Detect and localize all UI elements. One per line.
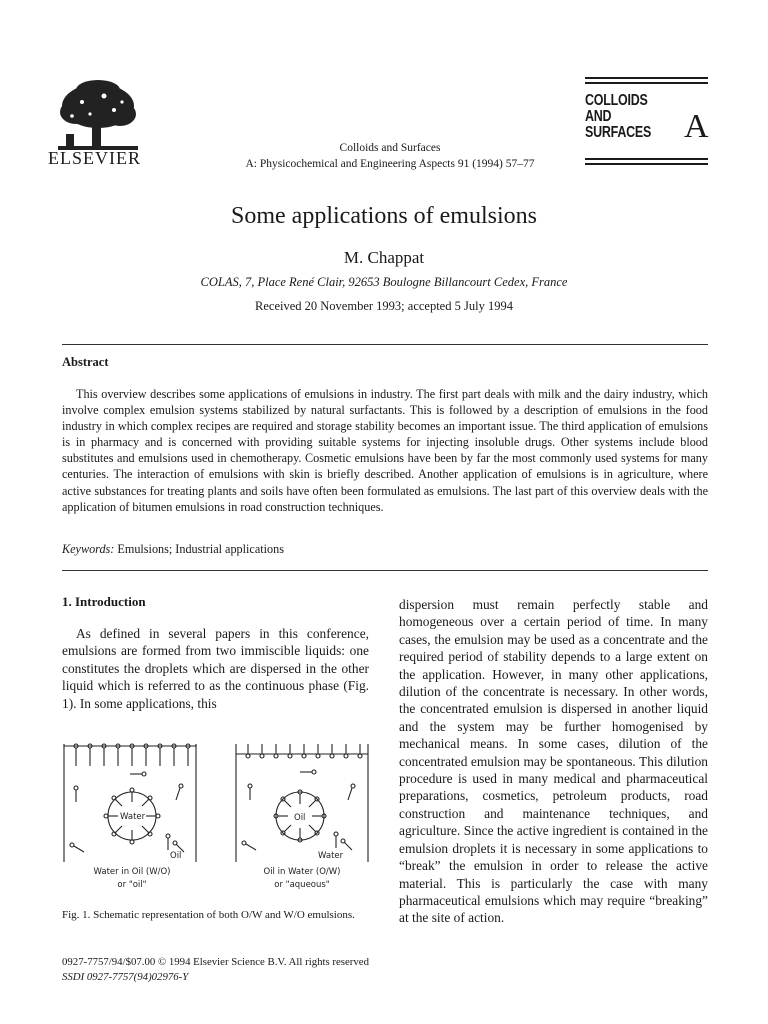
elsevier-tree-logo-icon: [52, 78, 142, 158]
section-heading: 1. Introduction: [62, 594, 146, 609]
journal-logo-rule-top2: [585, 82, 708, 84]
journal-logo-text: [585, 93, 659, 141]
fig-right-inner-label: Oil: [294, 813, 306, 823]
fig-left-inner-label: Water: [120, 812, 146, 822]
abstract-heading: Abstract: [62, 355, 109, 369]
journal-logo-rule-bottom2: [585, 163, 708, 165]
figure-caption: Fig. 1. Schematic representation of both O/W and W/O emulsions.: [62, 909, 355, 921]
article-author: M. Chappat: [343, 248, 425, 267]
journal-logo-line3: SURFACES: [585, 124, 652, 141]
footer-copyright: 0927-7757/94/$07.00 © 1994 Elsevier Science B.V. All rights reserved: [62, 956, 369, 968]
fig-right-outer-label: Water: [318, 851, 344, 861]
fig-right-caption2: or "aqueous": [274, 880, 330, 890]
journal-citation: A: Physicochemical and Engineering Aspects 91 (1994) 57–77: [245, 158, 535, 170]
journal-logo-line2: AND: [585, 108, 612, 125]
figure-emulsion-schematic: [60, 740, 372, 890]
footer: [62, 955, 369, 984]
intro-paragraph-left: As defined in several papers in this conference, emulsions are formed from two immiscible liquids: one constitutes the droplets which are dispersed in the other liquid which is referred to as the continuous phase (Fig. 1). In some applications, this: [62, 626, 369, 711]
journal-logo-rule-bottom: [585, 158, 708, 160]
article-affiliation: COLAS, 7, Place René Clair, 92653 Boulogne Billancourt Cedex, France: [200, 275, 568, 289]
keywords-label: Keywords:: [62, 542, 115, 556]
article-title: Some applications of emulsions: [231, 203, 537, 229]
article-received: Received 20 November 1993; accepted 5 July 1994: [255, 299, 513, 313]
journal-logo-letter: A: [684, 108, 709, 145]
keywords: [62, 542, 284, 557]
fig-left-caption1: Water in Oil (W/O): [93, 867, 171, 877]
fig-left-outer-label: Oil: [170, 851, 182, 861]
fig-left-caption2: or "oil": [117, 880, 147, 890]
journal-name: Colloids and Surfaces: [339, 142, 441, 154]
abstract-text: This overview describes some applications of emulsions in industry. The first part deals with milk and the dairy industry, which involve complex emulsion systems stabilized by natural surfactants. This is followed by a description of emulsions in the food industry in which complex recipes are required and storage stability becomes an important issue. The third application of emulsions is in pharmacy and is concerned with providing suitable systems for injecting insoluble drugs. Other systems include blood substitutes and emulsions used in chemotherapy. Cosmetic emulsions have been by far the most commonly used systems for many centuries. The interaction of emulsions with skin is briefly described. Another application of emulsions is in agriculture, where active substances for treating plants and soils have often been formulated as emulsions. The last part of this overview deals with the application of bitumen emulsions in road construction techniques.: [62, 387, 708, 514]
divider: [62, 570, 708, 571]
keywords-value: Emulsions; Industrial applications: [117, 542, 284, 556]
journal-logo-rule-top: [585, 77, 708, 79]
footer-ssdi: SSDI 0927-7757(94)02976-Y: [62, 970, 189, 983]
publisher-name: ELSEVIER: [48, 148, 141, 168]
divider: [62, 344, 708, 345]
journal-logo-line1: COLLOIDS: [585, 92, 648, 109]
fig-right-caption1: Oil in Water (O/W): [263, 867, 341, 877]
journal-header: [190, 140, 590, 172]
intro-paragraph-right: dispersion must remain perfectly stable and homogeneous over a certain period of time. In many cases, the emulsion may be used as a concentrate and the required period of stability depends to a large extent on the application. However, in many other applications, dilution of the concentrate is necessary. In other words, the concentrated emulsion is dispersed in another liquid and the system may be further homogenised by mechanical means. In some cases, dilution of the concentrated emulsion may be spontaneous. This dilution procedure is used in many medical and pharmaceutical preparations, cosmetics, petroleum products, road construction and maintenance techniques, and agriculture. Since the active ingredient is contained in the emulsion droplets it is necessary in some applications to “break” the emulsion in order to release the active material. This is particularly the case with many pharmaceutical emulsions which may require “breaking” at the site of action.: [399, 597, 708, 926]
